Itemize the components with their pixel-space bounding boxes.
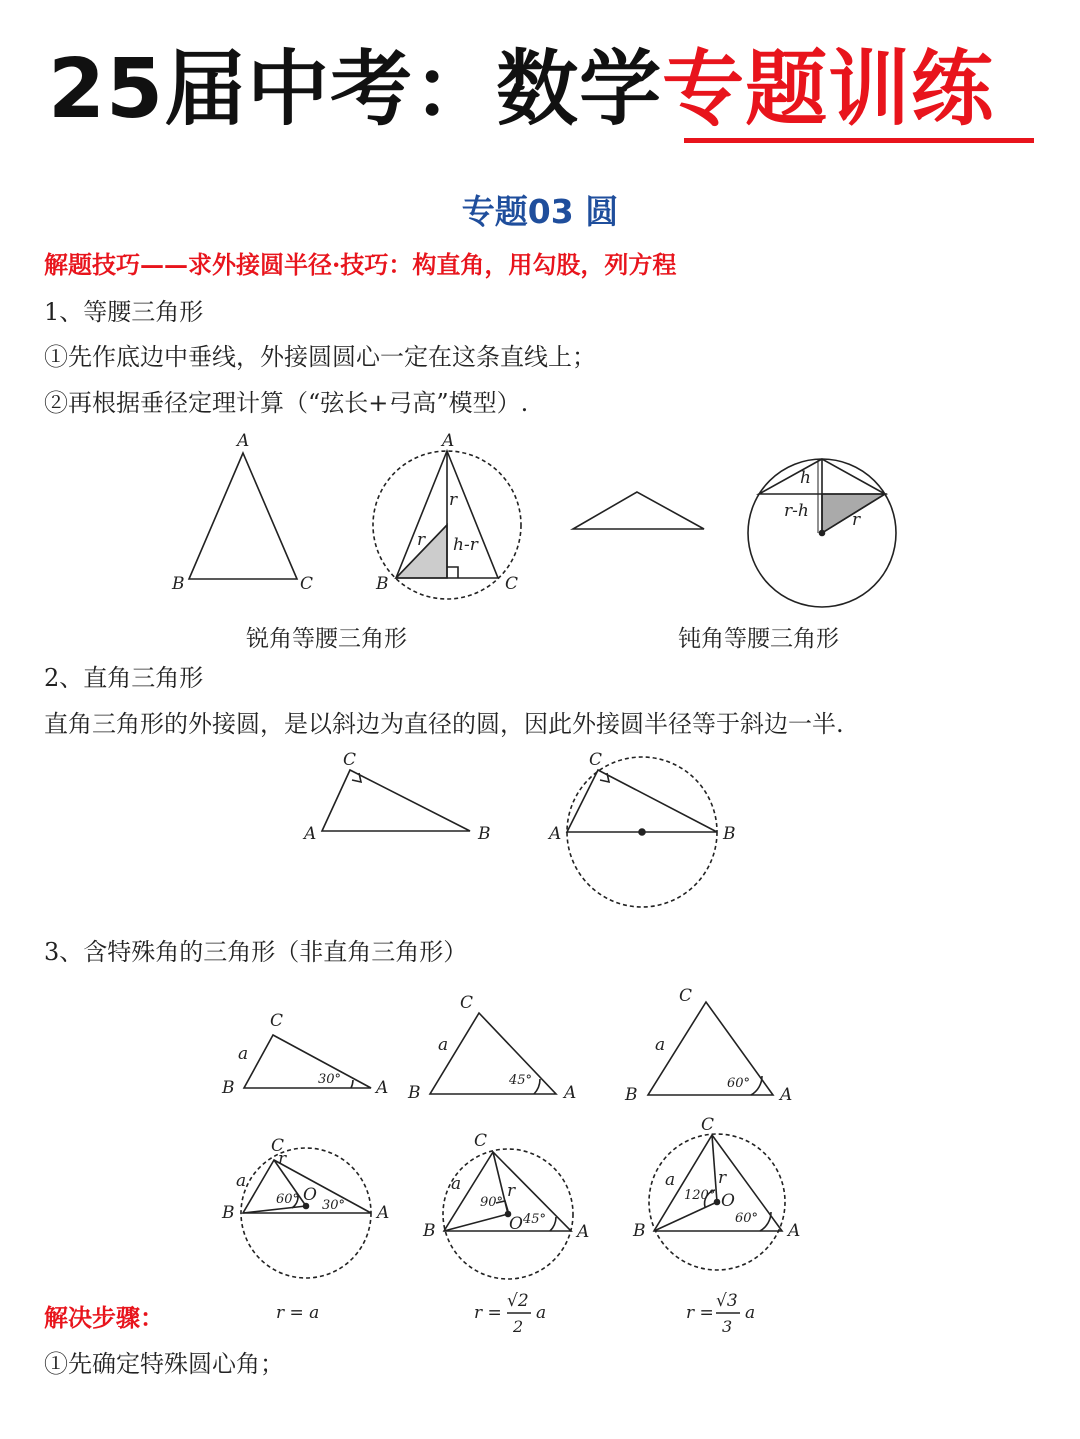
label-angle60: 60° xyxy=(727,1076,751,1091)
label-a-c60: a xyxy=(665,1170,676,1190)
right-angle-mark xyxy=(447,567,458,578)
label-C-c30: C xyxy=(271,1136,285,1156)
label-a-c30: a xyxy=(236,1171,247,1191)
label-C-c60: C xyxy=(701,1115,715,1135)
label-O-c45: O xyxy=(509,1214,523,1234)
label-a-c45: a xyxy=(451,1174,462,1194)
label-angle30-c30: 30° xyxy=(322,1198,346,1213)
page-title-red: 专题训练 xyxy=(662,42,995,137)
label-A-rt2: A xyxy=(549,824,562,844)
triangle-45deg xyxy=(430,1013,556,1094)
label-A-30: A xyxy=(376,1078,389,1098)
label-r-minus-h: r-h xyxy=(784,501,809,521)
right-angle-mark-3 xyxy=(600,773,609,782)
label-angle60-c60: 60° xyxy=(735,1211,759,1226)
label-A-1: A xyxy=(237,431,250,451)
label-A-60: A xyxy=(780,1085,793,1105)
label-h-minus-r: h-r xyxy=(453,535,478,555)
right-triangle xyxy=(322,770,470,831)
section3-heading: 3、含特殊角的三角形（非直角三角形） xyxy=(44,938,468,966)
formula-2-num: √2 xyxy=(507,1291,529,1311)
section1-step2: ②再根据垂径定理计算（“弦长+弓高”模型）. xyxy=(44,389,529,417)
label-r-2b: r xyxy=(417,530,426,550)
label-a-45: a xyxy=(438,1035,449,1055)
label-r-2: r xyxy=(449,490,458,510)
section1-heading: 1、等腰三角形 xyxy=(44,298,204,326)
label-a-30: a xyxy=(238,1044,249,1064)
steps-heading: 解决步骤： xyxy=(44,1303,164,1332)
section1-step1: ①先作底边中垂线，外接圆圆心一定在这条直线上； xyxy=(44,343,596,371)
label-B-60: B xyxy=(625,1085,638,1105)
label-A-c45: A xyxy=(577,1222,590,1242)
triangle-30deg xyxy=(244,1035,371,1088)
formula-1: r = a xyxy=(276,1303,320,1323)
label-C-30: C xyxy=(270,1011,284,1031)
label-angle120: 120° xyxy=(684,1188,716,1203)
label-O-c60: O xyxy=(721,1191,735,1211)
label-angle45: 45° xyxy=(509,1073,533,1088)
caption-acute-isosceles: 锐角等腰三角形 xyxy=(246,626,407,652)
label-angle90: 90° xyxy=(480,1195,504,1210)
right-angle-mark-2 xyxy=(352,773,361,782)
label-A-2: A xyxy=(442,431,455,451)
acute-isosceles-triangle xyxy=(189,453,297,579)
steps-step1: ①先确定特殊圆心角； xyxy=(44,1350,284,1378)
label-B-45: B xyxy=(408,1083,421,1103)
label-angle30: 30° xyxy=(318,1072,342,1087)
formula-3-num: √3 xyxy=(716,1291,738,1311)
label-O-c30: O xyxy=(303,1185,317,1205)
obtuse-isosceles-triangle xyxy=(573,492,704,529)
formula-2-den: 2 xyxy=(513,1317,524,1336)
label-r-c60: r xyxy=(718,1168,727,1188)
label-angle45-c45: 45° xyxy=(523,1212,547,1227)
label-r-c30: r xyxy=(278,1149,287,1169)
label-A-rt1: A xyxy=(304,824,317,844)
label-A-45: A xyxy=(564,1083,577,1103)
label-r-c45: r xyxy=(507,1181,516,1201)
technique-line: 解题技巧——求外接圆半径·技巧：构直角，用勾股，列方程 xyxy=(44,250,677,279)
label-A-c30: A xyxy=(377,1203,390,1223)
label-B-rt1: B xyxy=(478,824,491,844)
label-h: h xyxy=(800,468,811,488)
label-C-rt1: C xyxy=(343,750,357,770)
label-A-c60: A xyxy=(788,1221,801,1241)
label-C-2: C xyxy=(505,574,519,594)
label-B-2: B xyxy=(376,574,389,594)
label-B-30: B xyxy=(222,1078,235,1098)
label-B-rt2: B xyxy=(723,824,736,844)
formula-3-prefix: r = xyxy=(686,1303,714,1323)
label-r-4: r xyxy=(852,510,861,530)
section2-text: 直角三角形的外接圆，是以斜边为直径的圆，因此外接圆半径等于斜边一半. xyxy=(44,710,844,738)
formula-2-suffix: a xyxy=(536,1303,547,1323)
label-B-c30: B xyxy=(222,1203,235,1223)
label-C-60: C xyxy=(679,986,693,1006)
label-B-c45: B xyxy=(423,1221,436,1241)
topic-title: 专题03 圆 xyxy=(461,192,619,231)
formula-3-suffix: a xyxy=(745,1303,756,1323)
label-C-c45: C xyxy=(474,1131,488,1151)
label-C-rt2: C xyxy=(589,750,603,770)
section2-heading: 2、直角三角形 xyxy=(44,664,204,692)
label-C-45: C xyxy=(460,993,474,1013)
label-B-c60: B xyxy=(633,1221,646,1241)
triangle-60deg xyxy=(648,1002,773,1095)
formula-3-den: 3 xyxy=(722,1317,733,1336)
label-angle60-c30: 60° xyxy=(276,1192,300,1207)
formula-2-prefix: r = xyxy=(474,1303,502,1323)
label-a-60: a xyxy=(655,1035,666,1055)
caption-obtuse-isosceles: 钝角等腰三角形 xyxy=(678,626,839,652)
label-B-1: B xyxy=(172,574,185,594)
label-C-1: C xyxy=(300,574,314,594)
page-title-black: 25届中考：数学 xyxy=(48,42,663,137)
